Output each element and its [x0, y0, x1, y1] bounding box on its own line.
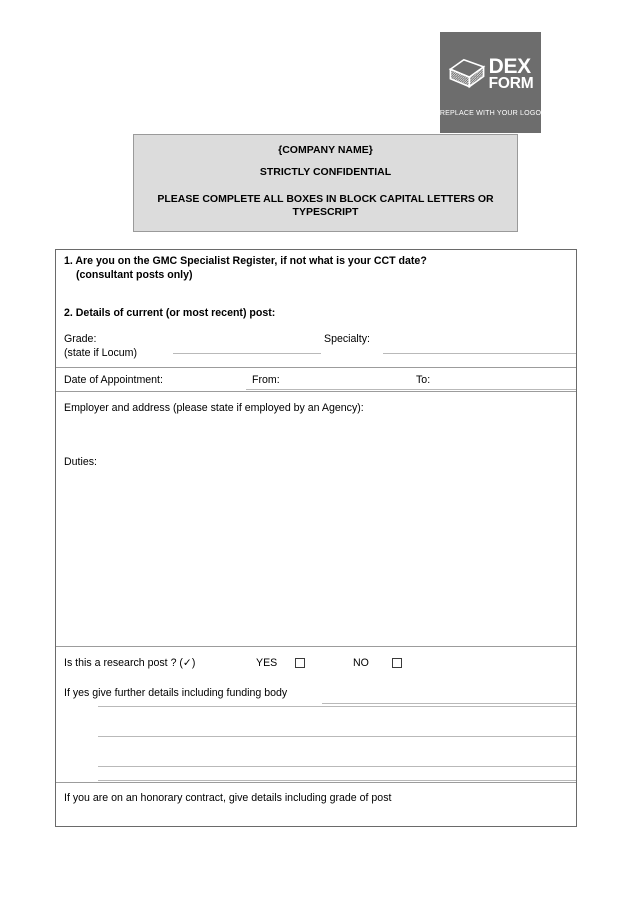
- divider-grade-row: [56, 367, 576, 368]
- grade-label-text: Grade:: [64, 333, 97, 345]
- to-label: To:: [416, 374, 431, 386]
- dexform-logo: [440, 32, 541, 133]
- document-header-panel: [133, 134, 518, 232]
- logo-lockup: [440, 48, 541, 100]
- duties-label: Duties:: [64, 456, 97, 468]
- divider-honorary-row: [56, 782, 576, 783]
- question-1-subtext: (consultant posts only): [76, 269, 193, 282]
- research-yes-label: YES: [256, 657, 278, 669]
- honorary-contract-label: If you are on an honorary contract, give details including grade of post: [64, 792, 392, 804]
- specialty-label: Specialty:: [324, 333, 370, 345]
- completion-instructions: PLEASE COMPLETE ALL BOXES IN BLOCK CAPITAL LETTERS OR TYPESCRIPT: [157, 193, 494, 219]
- research-no-checkbox[interactable]: [392, 658, 402, 668]
- divider-duties-row: [56, 646, 576, 647]
- funding-body-input[interactable]: [322, 703, 576, 704]
- funding-body-line-3[interactable]: [98, 766, 576, 767]
- question-2: 2. Details of current (or most recent) post:: [64, 307, 276, 319]
- date-of-appointment-label: Date of Appointment:: [64, 374, 163, 386]
- research-post-question: Is this a research post ? (✓): [64, 657, 196, 669]
- paper-stack-icon: [448, 57, 486, 91]
- funding-body-line-1[interactable]: [98, 706, 576, 707]
- grade-sublabel-text: (state if Locum): [64, 346, 138, 359]
- logo-primary-text: DEX: [488, 55, 531, 79]
- logo-tagline: REPLACE WITH YOUR LOGO: [439, 109, 542, 117]
- grade-label: [64, 333, 137, 361]
- divider-date-row: [56, 391, 576, 392]
- logo-secondary-text: FORM: [488, 74, 534, 92]
- specialty-input[interactable]: [383, 353, 576, 354]
- company-name-placeholder: {COMPANY NAME}: [278, 144, 373, 156]
- research-yes-checkbox[interactable]: [295, 658, 305, 668]
- funding-body-label: If yes give further details including funding body: [64, 687, 288, 699]
- confidentiality-notice: STRICTLY CONFIDENTIAL: [259, 166, 392, 178]
- funding-body-line-4[interactable]: [98, 780, 576, 781]
- date-range-input[interactable]: [246, 389, 576, 390]
- research-no-label: NO: [353, 657, 369, 669]
- grade-input[interactable]: [173, 353, 321, 354]
- question-1-text: 1. Are you on the GMC Specialist Register, if not what is your CCT date?: [64, 255, 427, 267]
- logo-wordmark: [489, 57, 534, 91]
- form-container: [55, 249, 577, 827]
- question-1: [64, 254, 427, 282]
- employer-address-label: Employer and address (please state if employed by an Agency):: [64, 402, 364, 414]
- funding-body-line-2[interactable]: [98, 736, 576, 737]
- from-label: From:: [252, 374, 280, 386]
